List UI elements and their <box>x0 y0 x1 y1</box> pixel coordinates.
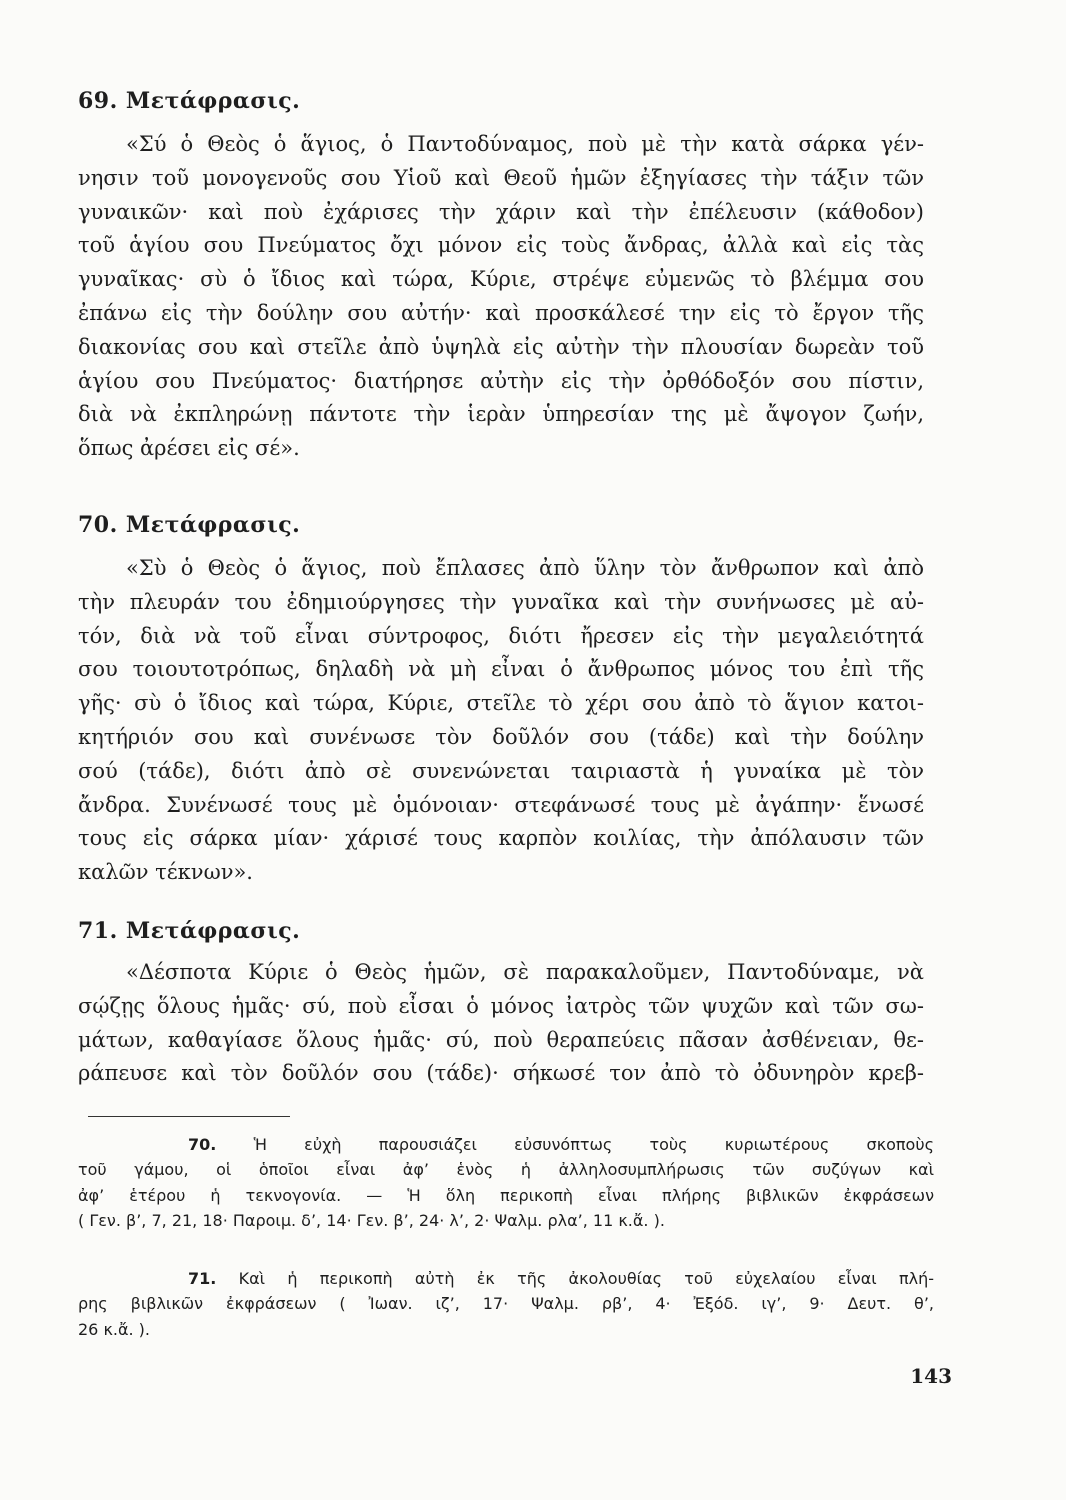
text-line: κητήριόν σου καὶ συνένωσε τὸν δοῦλόν σου (τάδε) καὶ τὴν δούλην <box>78 724 924 749</box>
text-line: γῆς· σὺ ὁ ἴδιος καὶ τώρα, Κύριε, στεῖλε τὸ χέρι σου ἀπὸ τὸ ἅγιον κατοι- <box>78 691 924 716</box>
text-line: ἐπάνω εἰς τὴν δούλην σου αὐτήν· καὶ προσκάλεσέ την εἰς τὸ ἔργον τῆς <box>78 300 924 325</box>
text-line: τὴν πλευράν του ἐδημιούργησες τὴν γυναῖκα καὶ τὴν συνήνωσες μὲ αὐ- <box>78 589 924 614</box>
footnote-number: 71. <box>188 1269 217 1288</box>
text-line: τόν, διὰ νὰ τοῦ εἶναι σύντροφος, διότι ἤρεσεν εἰς τὴν μεγαλειότητά <box>78 623 924 648</box>
text-line: μάτων, καθαγίασε ὅλους ἡμᾶς· σύ, ποὺ θεραπεύεις πᾶσαν ἀσθένειαν, θε- <box>78 1027 924 1052</box>
text-line: διὰ νὰ ἐκπληρώνῃ πάντοτε τὴν ἱερὰν ὑπηρεσίαν της μὲ ἄψογον ζωήν, <box>78 402 924 427</box>
section-body-70 <box>78 552 924 890</box>
footnote-divider <box>88 1116 290 1117</box>
footnote-text: Καὶ ἡ περικοπὴ αὐτὴ ἐκ τῆς ἀκολουθίας τοῦ εὐχελαίου εἶναι πλή- <box>238 1269 934 1288</box>
footnote-line: ρης βιβλικῶν ἐκφράσεων ( Ἰωαν. ιζ’, 17· Ψαλμ. ρβ’, 4· Ἐξόδ. ιγ’, 9· Δευτ. θ’, <box>78 1294 934 1314</box>
text-line: τους εἰς σάρκα μίαν· χάρισέ τους καρπὸν κοιλίας, τὴν ἀπόλαυσιν τῶν <box>78 826 924 851</box>
text-line: καλῶν τέκνων». <box>78 860 253 885</box>
text-line: σῴζῃς ὅλους ἡμᾶς· σύ, ποὺ εἶσαι ὁ μόνος ἰατρὸς τῶν ψυχῶν καὶ τῶν σω- <box>78 993 924 1018</box>
text-line: «Δέσποτα Κύριε ὁ Θεὸς ἡμῶν, σὲ παρακαλοῦμεν, Παντοδύναμε, νὰ <box>126 960 924 984</box>
section-heading-70: 70. Μετάφρασις. <box>78 512 301 538</box>
footnote-line: 26 κ.ἄ. ). <box>78 1319 151 1339</box>
text-line: σου τοιουτοτρόπως, δηλαδὴ νὰ μὴ εἶναι ὁ ἄνθρωπος μόνος του ἐπὶ τῆς <box>78 657 924 682</box>
page-number: 143 <box>910 1364 952 1388</box>
footnote-line: ( Γεν. β’, 7, 21, 18· Παροιμ. δ’, 14· Γεν. β’, 24· λ’, 2· Ψαλμ. ρλα’, 11 κ.ἄ. ). <box>78 1210 665 1230</box>
footnote-text: Ἡ εὐχὴ παρουσιάζει εὐσυνόπτως τοὺς κυριωτέρους σκοποὺς <box>253 1135 934 1154</box>
footnote-line <box>78 1266 934 1291</box>
text-line: ἁγίου σου Πνεύματος· διατήρησε αὐτὴν εἰς τὴν ὀρθόδοξόν σου πίστιν, <box>78 368 924 393</box>
footnote-line: ἀφ’ ἑτέρου ἡ τεκνογονία. — Ἡ ὅλη περικοπὴ εἶναι πλήρης βιβλικῶν ἐκφράσεων <box>78 1185 934 1205</box>
section-heading-71: 71. Μετάφρασις. <box>78 918 301 944</box>
text-line: «Σὺ ὁ Θεὸς ὁ ἅγιος, ποὺ ἔπλασες ἀπὸ ὕλην τὸν ἄνθρωπον καὶ ἀπὸ <box>126 556 924 580</box>
footnote-71 <box>78 1266 934 1342</box>
footnote-line <box>78 1132 934 1157</box>
section-body-71 <box>78 956 924 1091</box>
text-line: ἄνδρα. Συνένωσέ τους μὲ ὁμόνοιαν· στεφάνωσέ τους μὲ ἀγάπην· ἕνωσέ <box>78 792 924 817</box>
text-line: γυναῖκας· σὺ ὁ ἴδιος καὶ τώρα, Κύριε, στρέψε εὐμενῶς τὸ βλέμμα σου <box>78 267 924 292</box>
text-line: διακονίας σου καὶ στεῖλε ἀπὸ ὑψηλὰ εἰς αὐτὴν τὴν πλουσίαν δωρεὰν τοῦ <box>78 334 924 359</box>
text-line: ὅπως ἀρέσει εἰς σέ». <box>78 436 300 461</box>
text-line: «Σύ ὁ Θεὸς ὁ ἅγιος, ὁ Παντοδύναμος, ποὺ μὲ τὴν κατὰ σάρκα γέν- <box>126 132 924 156</box>
text-line: τοῦ ἁγίου σου Πνεύματος ὄχι μόνον εἰς τοὺς ἄνδρας, ἀλλὰ καὶ εἰς τὰς <box>78 233 924 258</box>
section-heading-69: 69. Μετάφρασις. <box>78 88 301 114</box>
text-line: γυναικῶν· καὶ ποὺ ἐχάρισες τὴν χάριν καὶ τὴν ἐπέλευσιν (κάθοδον) <box>78 199 924 224</box>
section-body-69 <box>78 128 924 466</box>
footnote-number: 70. <box>188 1135 217 1154</box>
footnote-line: τοῦ γάμου, οἱ ὁποῖοι εἶναι ἀφ’ ἑνὸς ἡ ἀλληλοσυμπλήρωσις τῶν συζύγων καὶ <box>78 1160 934 1180</box>
footnote-70 <box>78 1132 934 1233</box>
text-line: σού (τάδε), διότι ἀπὸ σὲ συνενώνεται ταιριαστὰ ἡ γυναίκα μὲ τὸν <box>78 758 924 783</box>
text-line: ράπευσε καὶ τὸν δοῦλόν σου (τάδε)· σήκωσέ τον ἀπὸ τὸ ὀδυνηρὸν κρεβ- <box>78 1061 924 1086</box>
text-line: νησιν τοῦ μονογενοῦς σου Υἱοῦ καὶ Θεοῦ ἡμῶν ἐξηγίασες τὴν τάξιν τῶν <box>78 165 924 190</box>
